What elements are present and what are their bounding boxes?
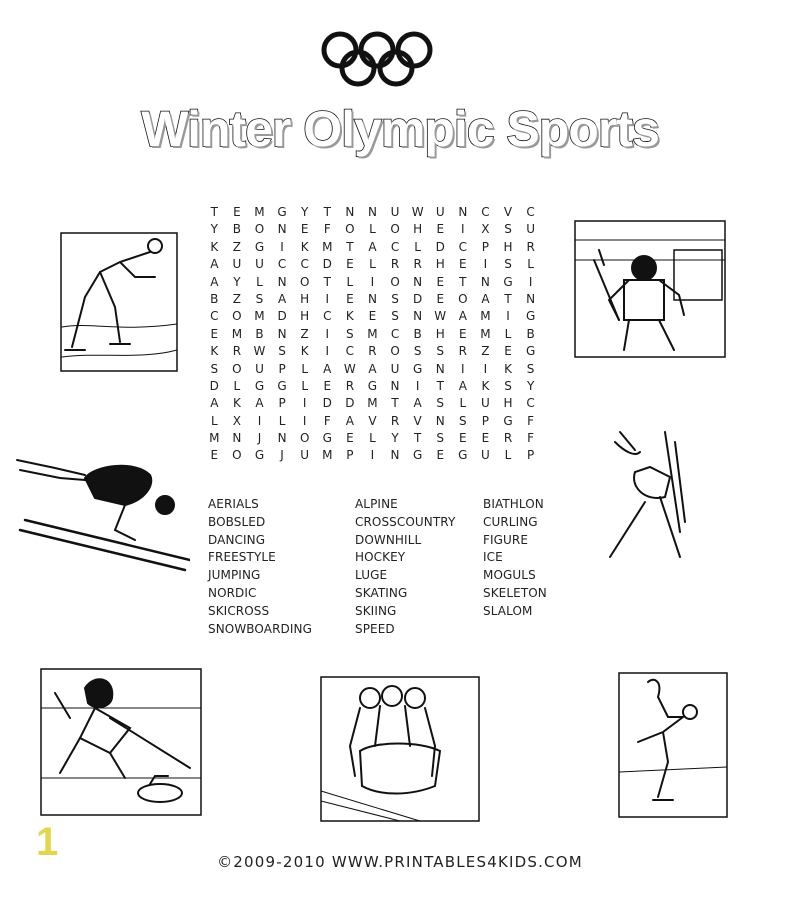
grid-letter: O	[390, 344, 400, 359]
grid-letter: L	[278, 413, 286, 428]
grid-letter: N	[277, 326, 287, 341]
grid-letter: E	[436, 274, 445, 289]
grid-letter: R	[390, 257, 400, 272]
grid-letter: D	[277, 309, 287, 324]
word-list-item: NORDIC	[208, 585, 257, 600]
grid-letter: I	[325, 326, 330, 341]
grid-letter: G	[412, 448, 423, 463]
grid-letter: S	[504, 257, 512, 272]
grid-letter: H	[300, 291, 310, 306]
grid-letter: A	[210, 257, 219, 272]
aerial-skier-illustration	[605, 412, 695, 562]
grid-letter: C	[277, 257, 287, 272]
grid-letter: I	[302, 396, 307, 411]
grid-letter: I	[257, 413, 262, 428]
grid-letter: B	[210, 291, 219, 306]
grid-letter: G	[503, 413, 513, 428]
grid-letter: O	[458, 291, 468, 306]
grid-letter: E	[210, 326, 219, 341]
grid-letter: I	[302, 413, 307, 428]
grid-letter: N	[526, 291, 536, 306]
grid-letter: C	[345, 344, 355, 359]
speed-skater-illustration	[60, 232, 178, 372]
grid-letter: U	[390, 361, 400, 376]
grid-letter: N	[435, 413, 445, 428]
grid-letter: G	[525, 344, 536, 359]
grid-letter: U	[255, 361, 264, 376]
grid-letter: I	[370, 274, 375, 289]
grid-letter: E	[504, 344, 512, 359]
word-list-item: SKATING	[355, 585, 408, 600]
grid-letter: A	[210, 396, 219, 411]
ski-jumper-illustration	[15, 450, 190, 580]
grid-letter: I	[325, 344, 330, 359]
grid-letter: R	[368, 344, 377, 359]
grid-letter: E	[300, 222, 309, 237]
grid-letter: O	[299, 431, 310, 446]
grid-letter: Y	[301, 205, 309, 219]
word-list-item: CURLING	[483, 514, 538, 529]
grid-letter: E	[459, 257, 467, 272]
grid-letter: N	[277, 274, 287, 289]
grid-letter: S	[436, 431, 445, 446]
grid-letter: S	[526, 361, 535, 376]
grid-letter: O	[254, 222, 265, 237]
grid-letter: K	[300, 344, 309, 359]
grid-letter: A	[255, 396, 264, 411]
grid-letter: R	[458, 344, 467, 359]
grid-letter: O	[299, 274, 310, 289]
grid-letter: I	[506, 309, 510, 324]
grid-letter: S	[278, 344, 286, 359]
word-list-item	[483, 622, 593, 640]
grid-letter: H	[435, 326, 445, 341]
grid-letter: V	[503, 205, 513, 219]
grid-letter: K	[210, 239, 219, 254]
word-list-item: FREESTYLE	[208, 550, 276, 565]
grid-letter: C	[526, 205, 535, 219]
grid-letter: L	[301, 378, 309, 393]
grid-letter: I	[528, 274, 533, 289]
grid-letter: X	[232, 413, 241, 428]
olympic-rings-logo	[320, 30, 435, 88]
grid-letter: K	[481, 378, 490, 393]
grid-letter: U	[255, 257, 264, 272]
grid-letter: N	[367, 291, 377, 306]
grid-letter: I	[461, 361, 465, 376]
grid-letter: T	[504, 291, 512, 306]
grid-letter: A	[413, 396, 422, 411]
grid-letter: M	[254, 309, 265, 324]
page-title: Winter Olympic Sports	[141, 101, 659, 157]
word-list-item: CROSSCOUNTRY	[355, 514, 456, 529]
grid-letter: L	[256, 274, 263, 289]
grid-letter: A	[368, 239, 377, 254]
grid-letter: O	[232, 309, 242, 324]
grid-letter: G	[277, 205, 287, 219]
bobsled-team-illustration	[320, 676, 480, 822]
grid-letter: I	[483, 361, 488, 376]
grid-letter: Y	[526, 378, 535, 393]
grid-letter: A	[277, 291, 287, 306]
grid-letter: L	[527, 257, 534, 272]
grid-letter: F	[323, 413, 331, 428]
grid-letter: S	[255, 291, 264, 306]
grid-letter: I	[280, 239, 284, 254]
grid-letter: R	[232, 344, 242, 359]
grid-letter: T	[391, 396, 399, 411]
grid-letter: M	[209, 431, 220, 446]
grid-letter: W	[253, 344, 266, 359]
grid-letter: S	[504, 222, 512, 237]
grid-letter: E	[210, 448, 219, 463]
word-list-item: SPEED	[355, 621, 395, 636]
grid-letter: N	[390, 378, 400, 393]
grid-letter: J	[280, 448, 284, 463]
grid-letter: Z	[300, 326, 309, 341]
grid-letter: T	[413, 431, 422, 446]
grid-letter: N	[458, 205, 468, 219]
grid-letter: G	[367, 378, 378, 393]
grid-letter: Y	[233, 274, 241, 289]
grid-letter: T	[323, 274, 331, 289]
hockey-goalie-illustration	[574, 220, 726, 358]
grid-letter: B	[255, 326, 264, 341]
grid-letter: M	[322, 239, 333, 254]
grid-letter: S	[504, 378, 512, 393]
grid-letter: E	[346, 257, 354, 272]
word-list-item: JUMPING	[208, 568, 261, 583]
grid-letter: M	[254, 205, 265, 219]
page-number-mark: 1	[36, 820, 59, 864]
grid-letter: L	[233, 378, 241, 393]
grid-letter: T	[323, 205, 331, 219]
grid-letter: I	[483, 257, 488, 272]
grid-letter: A	[458, 309, 467, 324]
grid-letter: G	[458, 448, 468, 463]
grid-letter: X	[481, 222, 490, 237]
grid-letter: E	[459, 326, 467, 341]
word-list-item: HOCKEY	[355, 550, 406, 565]
word-list	[208, 497, 593, 639]
grid-letter: L	[346, 274, 354, 289]
grid-letter: M	[231, 326, 243, 341]
word-list-item: SLALOM	[483, 603, 533, 618]
grid-letter: C	[526, 396, 535, 411]
grid-letter: S	[459, 413, 467, 428]
grid-letter: B	[232, 222, 241, 237]
grid-letter: P	[481, 239, 490, 254]
grid-letter: U	[481, 448, 490, 463]
grid-letter: O	[390, 274, 400, 289]
grid-letter: U	[390, 205, 400, 219]
grid-letter: T	[459, 274, 467, 289]
grid-letter: N	[413, 309, 423, 324]
grid-letter: L	[369, 222, 376, 237]
grid-letter: U	[481, 396, 490, 411]
grid-letter: P	[278, 396, 286, 411]
grid-letter: M	[367, 326, 378, 341]
grid-letter: W	[434, 309, 447, 324]
grid-letter: R	[526, 239, 535, 254]
grid-letter: K	[300, 239, 309, 254]
grid-letter: S	[210, 361, 219, 376]
grid-letter: C	[390, 239, 400, 254]
grid-letter: N	[480, 274, 490, 289]
grid-letter: D	[209, 378, 219, 393]
figure-skater-illustration	[618, 672, 728, 818]
word-list-item: LUGE	[355, 568, 388, 583]
grid-letter: G	[322, 431, 332, 446]
grid-letter: B	[413, 326, 422, 341]
grid-letter: I	[325, 291, 330, 306]
grid-letter: U	[435, 205, 445, 219]
word-list-item: SNOWBOARDING	[208, 621, 312, 636]
grid-letter: E	[436, 222, 445, 237]
grid-letter: A	[210, 274, 219, 289]
grid-letter: E	[459, 431, 467, 446]
grid-letter: O	[345, 222, 355, 237]
grid-letter: H	[503, 239, 513, 254]
word-list-item: ICE	[483, 550, 503, 565]
word-search-grid	[203, 204, 542, 465]
grid-letter: I	[415, 378, 420, 393]
grid-letter: F	[527, 431, 535, 446]
grid-letter: R	[413, 257, 422, 272]
word-list-item: ALPINE	[355, 497, 398, 511]
grid-letter: H	[413, 222, 423, 237]
grid-letter: E	[436, 291, 445, 306]
grid-letter: C	[300, 257, 309, 272]
grid-letter: M	[480, 326, 491, 341]
grid-letter: P	[526, 448, 535, 463]
grid-letter: R	[503, 431, 513, 446]
grid-letter: A	[481, 291, 490, 306]
grid-letter: N	[367, 205, 377, 219]
grid-letter: K	[504, 361, 512, 376]
grid-letter: A	[323, 361, 332, 376]
grid-letter: L	[369, 257, 376, 272]
grid-letter: U	[232, 257, 242, 272]
grid-letter: A	[368, 361, 377, 376]
grid-letter: Z	[232, 291, 241, 306]
grid-letter: D	[345, 396, 355, 411]
grid-letter: S	[391, 291, 399, 306]
word-list-item: SKELETON	[483, 585, 547, 600]
grid-letter: V	[413, 413, 422, 428]
grid-letter: K	[232, 396, 241, 411]
grid-letter: D	[413, 291, 423, 306]
grid-letter: G	[525, 309, 536, 324]
grid-letter: C	[323, 309, 332, 324]
grid-letter: T	[210, 205, 218, 219]
copyright-footer: ©2009-2010 WWW.PRINTABLES4KIDS.COM	[217, 853, 583, 871]
curling-player-illustration	[40, 668, 202, 816]
word-list-item: MOGULS	[483, 568, 536, 583]
grid-letter: K	[345, 309, 354, 324]
word-list-item: DANCING	[208, 532, 266, 547]
grid-letter: C	[458, 239, 468, 254]
grid-letter: I	[370, 448, 375, 463]
grid-letter: V	[368, 413, 377, 428]
grid-letter: T	[346, 239, 354, 254]
grid-letter: K	[210, 344, 219, 359]
grid-letter: Y	[210, 222, 218, 237]
grid-letter: L	[504, 326, 512, 341]
grid-letter: G	[254, 448, 265, 463]
grid-letter: E	[346, 291, 354, 306]
word-list-item: FIGURE	[483, 532, 529, 547]
grid-letter: U	[526, 222, 535, 237]
grid-letter: I	[461, 222, 465, 237]
grid-letter: Z	[232, 239, 241, 254]
grid-letter: Y	[391, 431, 399, 446]
grid-letter: R	[390, 413, 400, 428]
grid-letter: L	[210, 413, 218, 428]
grid-letter: M	[367, 396, 378, 411]
grid-letter: L	[504, 448, 512, 463]
grid-letter: C	[481, 205, 490, 219]
grid-letter: O	[390, 222, 400, 237]
grid-letter: G	[277, 378, 287, 393]
grid-letter: H	[435, 257, 445, 272]
grid-letter: G	[254, 239, 265, 254]
grid-letter: R	[345, 378, 355, 393]
grid-letter: C	[390, 326, 400, 341]
grid-letter: H	[503, 396, 513, 411]
grid-letter: J	[257, 431, 262, 446]
grid-letter: L	[414, 239, 421, 254]
grid-letter: M	[480, 309, 491, 324]
grid-letter: D	[435, 239, 445, 254]
grid-letter: M	[322, 448, 333, 463]
grid-letter: N	[413, 274, 423, 289]
grid-letter: U	[300, 448, 310, 463]
grid-letter: L	[459, 396, 467, 411]
grid-letter: N	[277, 222, 287, 237]
grid-letter: L	[369, 431, 376, 446]
grid-letter: H	[300, 309, 310, 324]
grid-letter: P	[481, 413, 490, 428]
grid-letter: S	[391, 309, 399, 324]
grid-letter: F	[527, 413, 535, 428]
grid-letter: N	[390, 448, 400, 463]
word-list-item: BOBSLED	[208, 514, 266, 529]
grid-letter: A	[345, 413, 354, 428]
grid-letter: S	[346, 326, 354, 341]
grid-letter: S	[436, 344, 445, 359]
grid-letter: L	[301, 361, 309, 376]
grid-letter: P	[278, 361, 286, 376]
grid-letter: B	[526, 326, 535, 341]
grid-letter: E	[368, 309, 377, 324]
grid-letter: A	[458, 378, 467, 393]
grid-letter: W	[411, 205, 424, 219]
grid-letter: D	[322, 396, 332, 411]
grid-letter: E	[346, 431, 354, 446]
grid-letter: W	[343, 361, 356, 376]
grid-letter: E	[323, 378, 332, 393]
grid-letter: P	[346, 448, 354, 463]
grid-letter: E	[481, 431, 490, 446]
grid-letter: N	[277, 431, 287, 446]
grid-letter: Z	[481, 344, 490, 359]
grid-letter: N	[435, 361, 445, 376]
grid-letter: C	[210, 309, 219, 324]
grid-letter: S	[413, 344, 422, 359]
word-list-item: DOWNHILL	[355, 532, 422, 547]
word-list-item: BIATHLON	[483, 497, 544, 511]
grid-letter: G	[254, 378, 265, 393]
grid-letter: E	[233, 205, 241, 219]
grid-letter: G	[412, 361, 423, 376]
word-list-item: AERIALS	[208, 497, 259, 511]
grid-letter: O	[232, 361, 242, 376]
grid-letter: G	[503, 274, 513, 289]
grid-letter: F	[323, 222, 331, 237]
grid-letter: N	[232, 431, 242, 446]
grid-letter: T	[436, 378, 444, 393]
grid-letter: D	[322, 257, 332, 272]
grid-letter: S	[436, 396, 445, 411]
grid-letter: N	[345, 205, 355, 219]
grid-letter: E	[436, 448, 445, 463]
grid-letter: O	[232, 448, 242, 463]
word-list-item: SKIING	[355, 603, 397, 618]
word-list-item: SKICROSS	[208, 603, 270, 618]
